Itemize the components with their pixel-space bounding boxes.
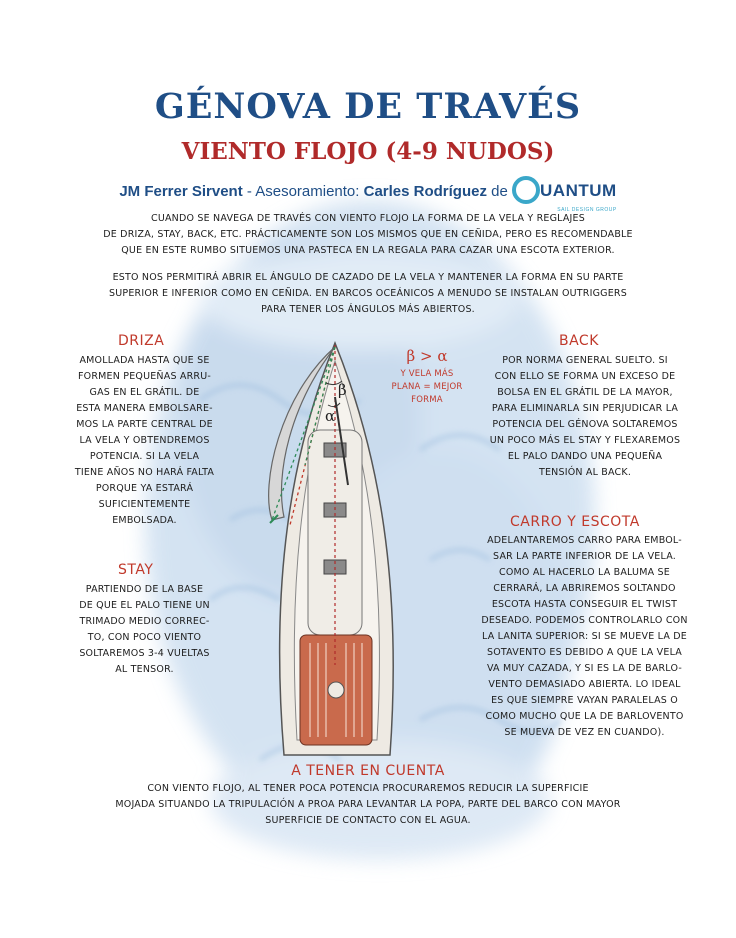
carro-line: SOTAVENTO ES DEBIDO A QUE LA VELA — [487, 647, 682, 658]
driza-line: FORMEN PEQUEÑAS ARRU- — [78, 371, 211, 382]
carro-line: VA MUY CAZADA, Y SI ES LA DE BARLO- — [486, 663, 683, 674]
quantum-logo — [512, 178, 617, 213]
driza-line: PORQUE YA ESTARÁ — [95, 483, 194, 494]
driza-heading: DRIZA — [118, 333, 165, 349]
carro-text — [462, 533, 707, 741]
back-line: CON ELLO SE FORMA UN EXCESO DE — [494, 371, 676, 382]
authors-line — [0, 178, 736, 213]
advice-label: Asesoramiento: — [255, 182, 360, 200]
intro-line: PARA TENER LOS ÁNGULOS MÁS ABIERTOS. — [261, 304, 475, 315]
carro-line: LA LANITA SUPERIOR: SI SE MUEVE LA DE — [482, 631, 687, 642]
driza-line: GAS EN EL GRÁTIL. DE — [89, 387, 200, 398]
driza-line: LA VELA Y OBTENDREMOS — [79, 435, 210, 446]
carro-line: COMO MUCHO QUE LA DE BARLOVENTO — [485, 711, 684, 722]
carro-line: SE MUEVA DE VEZ EN CUANDO). — [504, 727, 665, 738]
back-line: POR NORMA GENERAL SUELTO. SI — [502, 355, 668, 366]
carro-line: ESCOTA HASTA CONSEGUIR EL TWIST — [491, 599, 678, 610]
back-heading: BACK — [559, 333, 599, 349]
stay-line: DE QUE EL PALO TIENE UN — [79, 600, 210, 611]
tener-text — [40, 781, 696, 829]
driza-line: MOS LA PARTE CENTRAL DE — [76, 419, 213, 430]
angle-note-line: Y VELA MÁS — [400, 369, 454, 379]
stay-heading: STAY — [118, 562, 154, 578]
intro-paragraph-1 — [40, 211, 696, 259]
de-text: de — [491, 182, 508, 200]
carro-line: ADELANTAREMOS CARRO PARA EMBOL- — [487, 535, 682, 546]
quantum-logo-text: UANTUM — [540, 180, 617, 200]
driza-line: EMBOLSADA. — [112, 515, 177, 526]
back-line: UN POCO MÁS EL STAY Y FLEXAREMOS — [489, 435, 681, 446]
page-subtitle: VIENTO FLOJO (4-9 NUDOS) — [181, 138, 555, 165]
tener-line: MOJADA SITUANDO LA TRIPULACIÓN A PROA PARA LEVANTAR LA POPA, PARTE DEL BARCO CON MAYOR — [115, 799, 621, 810]
angle-note-line: PLANA = MEJOR — [391, 382, 463, 392]
carro-line: ES QUE SIEMPRE VAYAN PARALELAS O — [491, 695, 678, 706]
back-line: BOLSA EN EL GRÁTIL DE LA MAYOR, — [497, 387, 673, 398]
carro-line: SAR LA PARTE INFERIOR DE LA VELA. — [493, 551, 676, 562]
driza-text — [52, 353, 237, 529]
driza-line: TIENE AÑOS NO HARÁ FALTA — [74, 467, 215, 478]
author-name: JM Ferrer Sirvent — [119, 182, 243, 200]
carro-line: COMO AL HACERLO LA BALUMA SE — [499, 567, 670, 578]
tener-line: CON VIENTO FLOJO, AL TENER POCA POTENCIA PROCURAREMOS REDUCIR LA SUPERFICIE — [147, 783, 589, 794]
angle-formula: β > α — [406, 347, 448, 365]
carro-line: DESEADO. PODEMOS CONTROLARLO CON — [481, 615, 688, 626]
quantum-logo-tagline: SAIL DESIGN GROUP — [557, 207, 617, 213]
carro-heading: CARRO Y ESCOTA — [510, 514, 640, 530]
driza-line: ESTA MANERA EMBOLSARE- — [76, 403, 213, 414]
quantum-q-icon — [512, 176, 540, 204]
tener-heading: A TENER EN CUENTA — [291, 763, 445, 779]
stay-line: SOLTAREMOS 3-4 VUELTAS — [79, 648, 210, 659]
back-line: POTENCIA DEL GÉNOVA SOLTAREMOS — [492, 419, 678, 430]
winch — [328, 682, 344, 698]
back-line: TENSIÓN AL BACK. — [538, 467, 632, 478]
stay-line: AL TENSOR. — [115, 664, 174, 675]
driza-line: POTENCIA. SI LA VELA — [89, 451, 200, 462]
stay-line: TO, CON POCO VIENTO — [87, 632, 202, 643]
stay-line: PARTIENDO DE LA BASE — [85, 584, 204, 595]
alpha-label: α — [325, 407, 336, 425]
beta-label: β — [338, 381, 347, 399]
intro-line: CUANDO SE NAVEGA DE TRAVÉS CON VIENTO FLOJO LA FORMA DE LA VELA Y REGLAJES — [151, 213, 585, 224]
driza-line: AMOLLADA HASTA QUE SE — [79, 355, 210, 366]
driza-line: SUFICIENTEMENTE — [98, 499, 191, 510]
intro-line: DE DRIZA, STAY, BACK, ETC. PRÁCTICAMENTE SON LOS MISMOS QUE EN CEÑIDA, PERO ES RECOMENDABLE — [103, 229, 633, 240]
carro-line: VENTO DEMASIADO ABIERTA. LO IDEAL — [488, 679, 681, 690]
intro-line: SUPERIOR E INFERIOR COMO EN CEÑIDA. EN BARCOS OCEÁNICOS A MENUDO SE INSTALAN OUTRIGGERS — [109, 288, 627, 299]
angle-note — [372, 368, 482, 407]
tener-line: SUPERFICIE DE CONTACTO CON EL AGUA. — [265, 815, 471, 826]
back-line: PARA ELIMINARLA SIN PERJUDICAR LA — [491, 403, 679, 414]
back-line: EL PALO DANDO UNA PEQUEÑA — [507, 451, 663, 462]
stay-text — [52, 582, 237, 678]
angle-note-line: FORMA — [411, 395, 443, 405]
intro-line: QUE EN ESTE RUMBO SITUEMOS UNA PASTECA EN LA REGALA PARA CAZAR UNA ESCOTA EXTERIOR. — [121, 245, 615, 256]
back-text — [470, 353, 700, 481]
stay-line: TRIMADO MEDIO CORREC- — [79, 616, 210, 627]
page-title: GÉNOVA DE TRAVÉS — [154, 86, 582, 127]
intro-line: ESTO NOS PERMITIRÁ ABRIR EL ÁNGULO DE CAZADO DE LA VELA Y MANTENER LA FORMA EN SU PARTE — [112, 272, 624, 283]
advisor-name: Carles Rodríguez — [363, 182, 487, 200]
author-separator: - — [242, 182, 256, 200]
intro-paragraph-2 — [40, 270, 696, 318]
carro-line: CERRARÁ, LA ABRIREMOS SOLTANDO — [493, 583, 676, 594]
